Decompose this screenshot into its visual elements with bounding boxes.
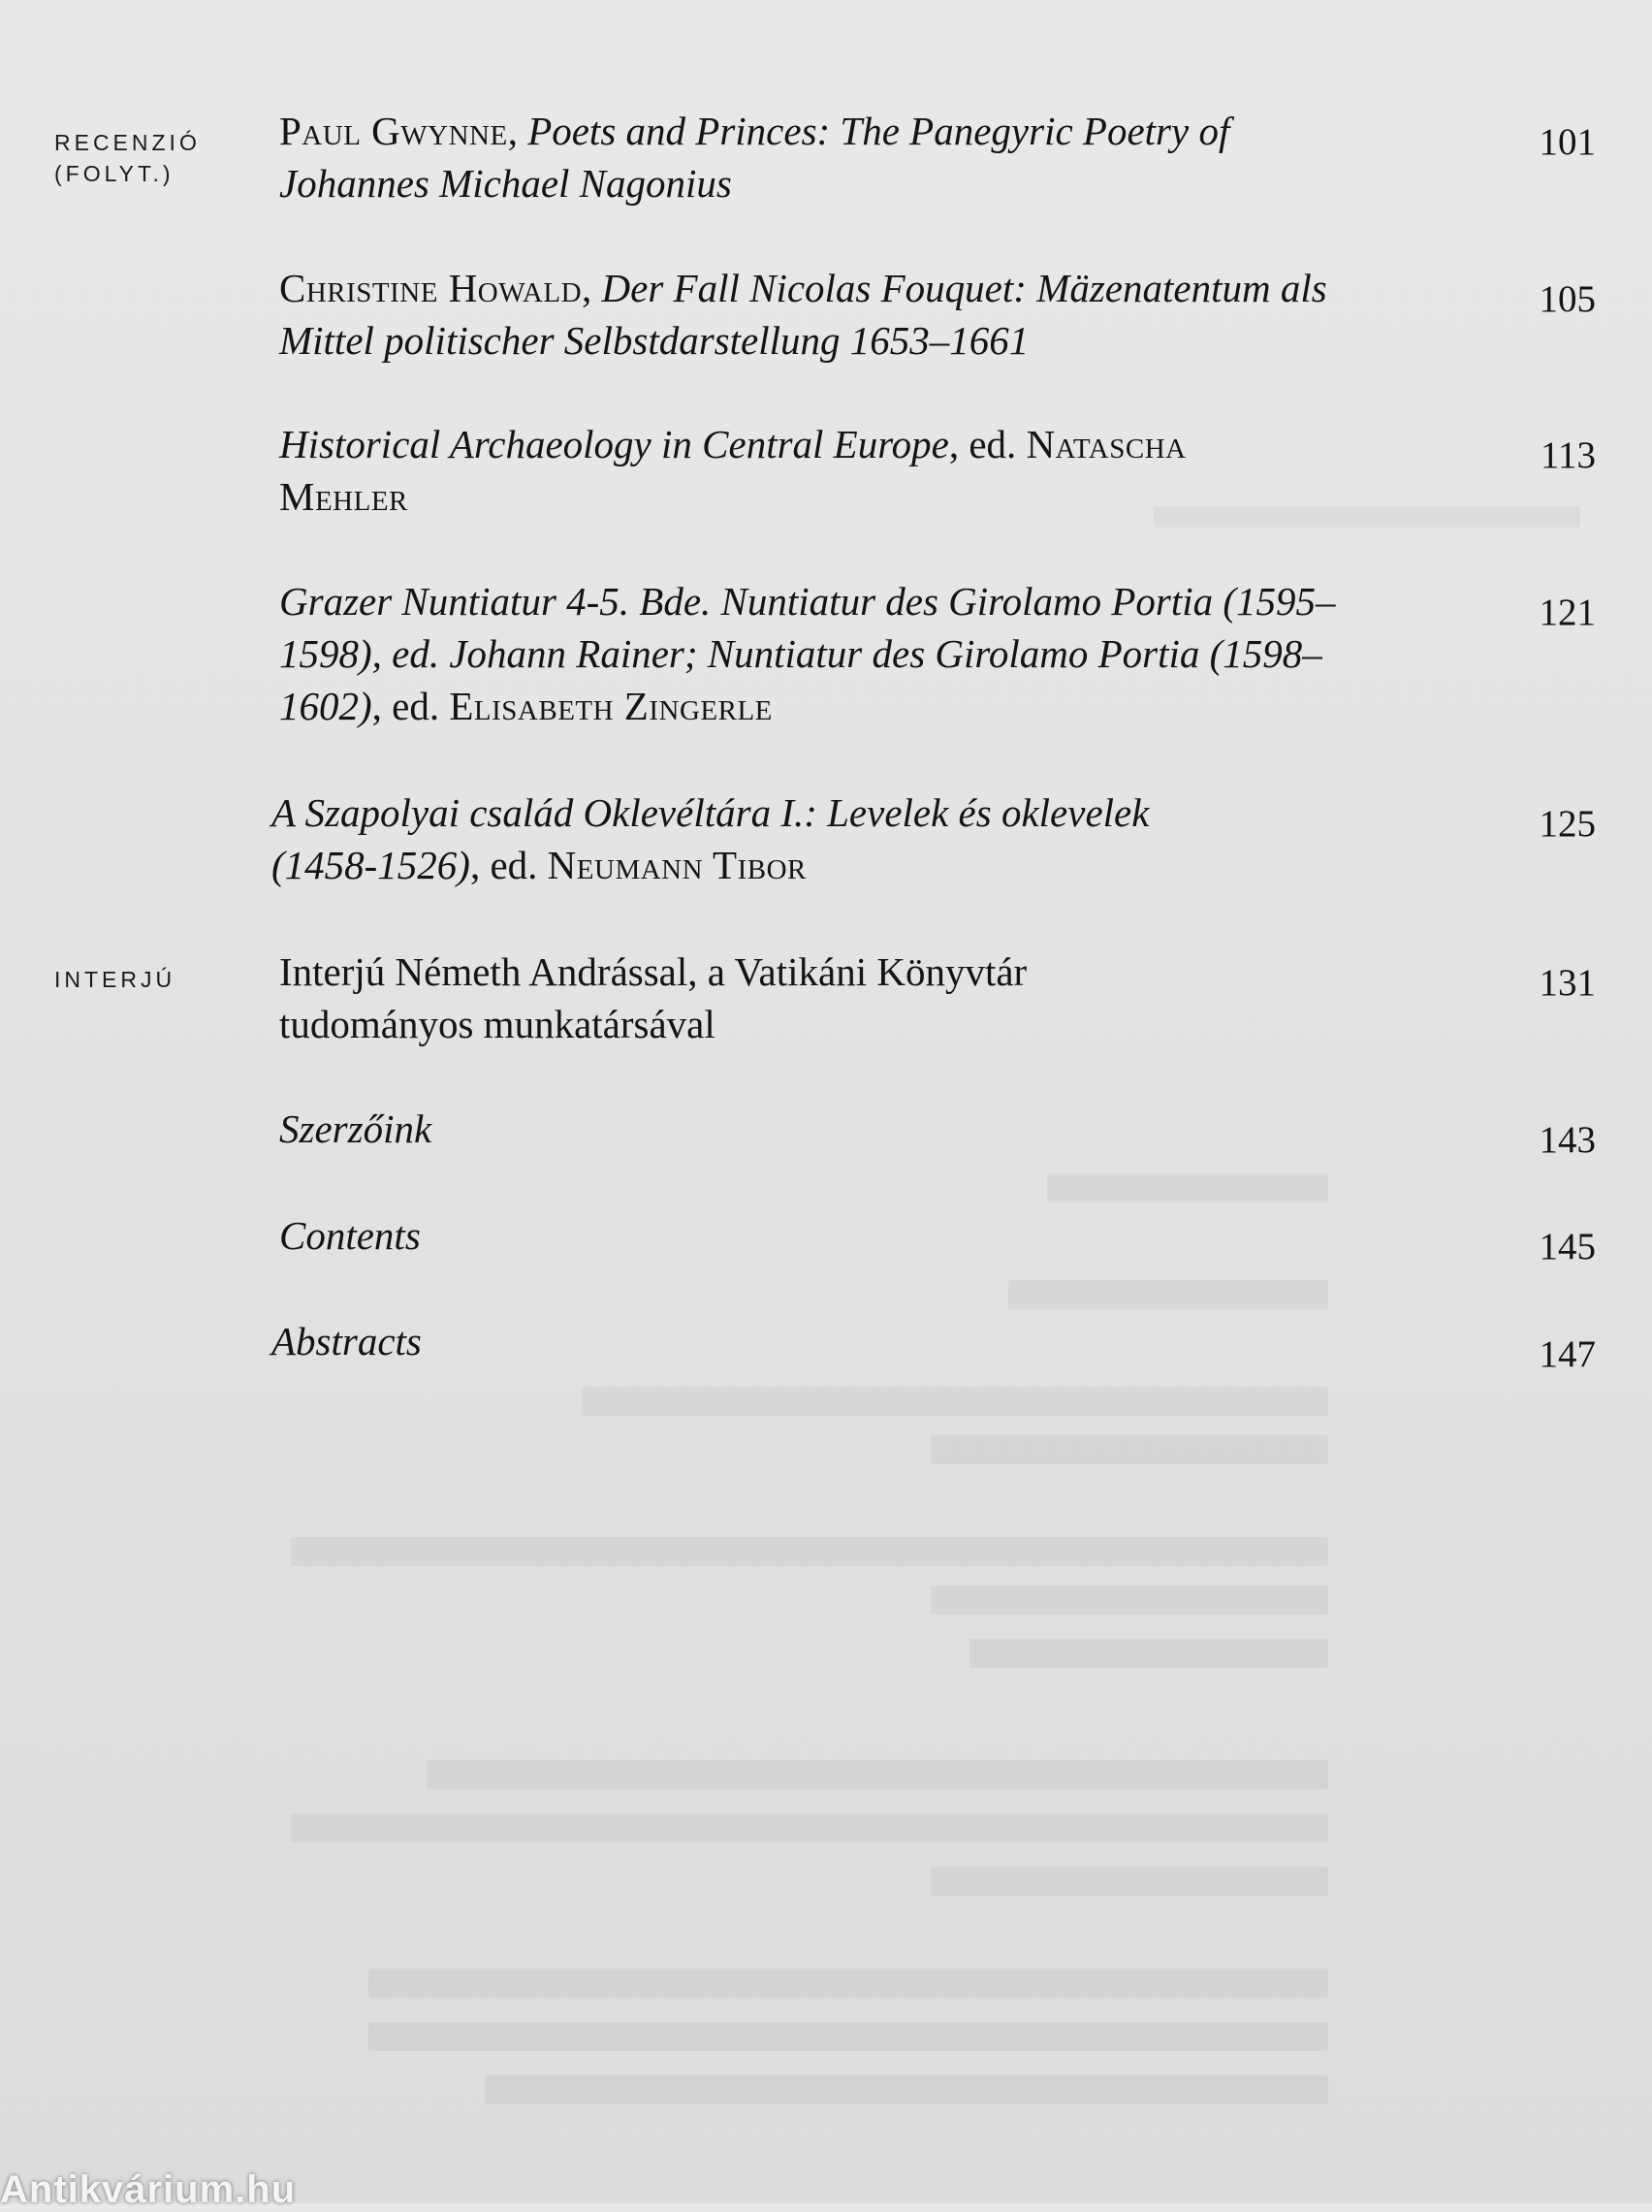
entry-text [271,1315,1357,1367]
entry-title: Der Fall Nicolas Fouquet: Mäzenatentum als Mittel politischer Selbstdarstellung 1653–1661 [279,266,1327,363]
entry-page-number: 131 [1539,962,1596,1004]
entry-title: Abstracts [271,1319,422,1363]
entry-title: Interjú Németh Andrással, a Vatikáni Könyvtár tudományos munkatársával [279,949,1028,1046]
entry-text [279,105,1365,209]
entry-editor: Neumann Tibor [547,843,807,887]
entry-separator: , [582,266,602,310]
entry-title: A Szapolyai család Oklevéltára I.: Levelek és oklevelek (1458-1526) [271,790,1150,887]
entry-text [279,262,1365,367]
entry-text [279,418,1297,523]
entry-editor: Natascha Mehler [279,422,1187,519]
show-through-line [931,1867,1328,1896]
entry-separator: , ed. [469,843,548,887]
entry-title: Contents [279,1213,421,1258]
show-through-line [1008,1280,1328,1309]
show-through-line [291,1537,1328,1566]
show-through-line [485,2075,1328,2104]
entry-text [279,946,1171,1050]
entry-title: Poets and Princes: The Panegyric Poetry of Johannes Michael Nagonius [279,109,1230,206]
entry-text [279,1103,1365,1155]
show-through-line [368,2022,1328,2051]
entry-title: Szerzőink [279,1106,432,1151]
entry-page-number: 147 [1539,1333,1596,1375]
entry-author: Christine Howald [279,266,583,310]
entry-page-number: 101 [1539,121,1596,163]
entry-page-number: 143 [1539,1119,1596,1161]
section-label-recenzio: RECENZIÓ (FOLYT.) [54,130,201,186]
entry-editor: Elisabeth Zingerle [449,684,773,728]
entry-separator: , [507,109,528,153]
entry-page-number: 145 [1539,1226,1596,1267]
entry-separator: , ed. [371,684,450,728]
show-through-line [368,1969,1328,1998]
entry-title: Grazer Nuntiatur 4-5. Bde. Nuntiatur des Girolamo Portia (1595–1598), ed. Johann Rainer; Nuntiatur des Girolamo Portia (1598–1602) [279,579,1336,728]
entry-author: Paul Gwynne [279,109,508,153]
entry-text [271,786,1241,891]
show-through-line [931,1435,1328,1464]
entry-page-number: 121 [1539,592,1596,633]
show-through-line [969,1639,1328,1668]
show-through-line [931,1586,1328,1615]
entry-page-number: 105 [1539,278,1596,320]
show-through-line [427,1760,1328,1789]
show-through-line [1047,1173,1328,1202]
entry-text [279,575,1365,732]
entry-page-number: 113 [1540,434,1596,476]
show-through-line [582,1387,1328,1416]
entry-title: Historical Archaeology in Central Europe [279,422,949,466]
entry-text [279,1209,1365,1262]
show-through-line [291,1813,1328,1843]
entry-separator: , ed. [948,422,1027,466]
entry-page-number: 125 [1539,803,1596,845]
watermark-logo: Antikvárium.hu [0,2168,297,2211]
section-label-interju: INTERJÚ [54,967,176,992]
